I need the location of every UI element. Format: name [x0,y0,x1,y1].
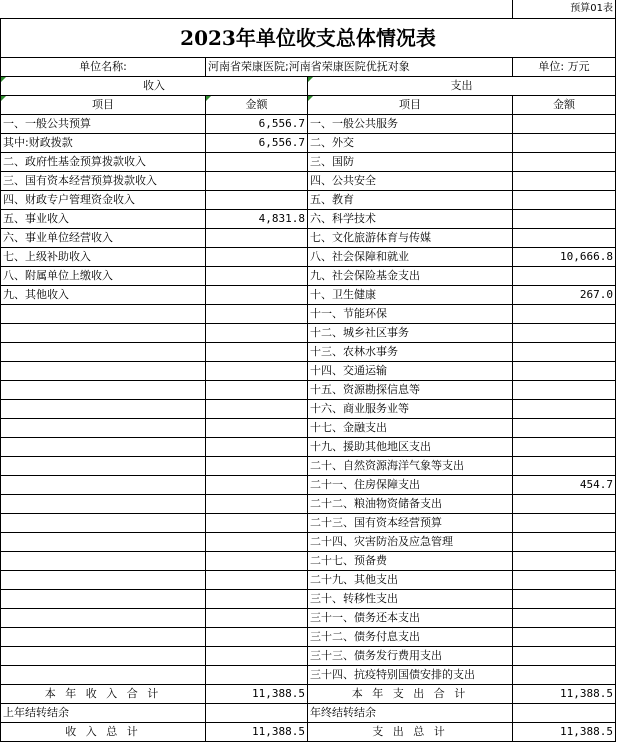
expense-amount-cell [513,514,616,533]
expense-amount-cell [513,571,616,590]
table-row [1,609,616,628]
income-amount-cell [206,419,308,438]
income-year-total-value: 11,388.5 [206,685,308,704]
expense-item-cell: 三十二、债务付息支出 [308,628,513,647]
carry-out-value [513,704,616,723]
income-amount-cell [206,305,308,324]
expense-amount-cell [513,647,616,666]
income-item-cell [1,495,206,514]
income-col-amount: 金额 [206,96,308,115]
expense-item-cell: 二、外交 [308,134,513,153]
income-item-cell [1,609,206,628]
currency-label: 单位: 万元 [513,58,616,77]
expense-item-cell: 十三、农林水事务 [308,343,513,362]
table-row [1,172,616,191]
income-amount-cell: 6,556.7 [206,134,308,153]
expense-item-cell: 八、社会保障和就业 [308,248,513,267]
expense-amount-cell [513,115,616,134]
expense-amount-cell [513,400,616,419]
expense-item-cell: 一、一般公共服务 [308,115,513,134]
expense-item-cell: 九、社会保险基金支出 [308,267,513,286]
income-amount-cell [206,628,308,647]
income-item-cell [1,419,206,438]
carry-in-value [206,704,308,723]
expense-amount-cell: 267.0 [513,286,616,305]
income-grand-total-label: 收 入 总 计 [1,723,206,742]
expense-amount-cell [513,324,616,343]
expense-amount-cell [513,495,616,514]
expense-amount-cell [513,628,616,647]
income-item-cell: 九、其他收入 [1,286,206,305]
expense-item-cell: 五、教育 [308,191,513,210]
income-amount-cell [206,514,308,533]
income-item-cell [1,628,206,647]
expense-item-cell: 十一、节能环保 [308,305,513,324]
table-row [1,229,616,248]
expense-grand-total-value: 11,388.5 [513,723,616,742]
expense-grand-total-label: 支 出 总 计 [308,723,513,742]
income-amount-cell [206,362,308,381]
income-item-cell [1,552,206,571]
carry-out-label: 年终结转结余 [308,704,513,723]
table-row [1,343,616,362]
expense-item-cell: 六、科学技术 [308,210,513,229]
expense-item-cell: 三、国防 [308,153,513,172]
expense-item-cell: 二十一、住房保障支出 [308,476,513,495]
table-row [1,514,616,533]
expense-item-cell: 二十二、粮油物资储备支出 [308,495,513,514]
income-amount-cell [206,153,308,172]
income-header: 收入 [1,77,308,96]
table-row [1,628,616,647]
expense-item-cell: 三十、转移性支出 [308,590,513,609]
expense-amount-cell [513,609,616,628]
income-item-cell [1,381,206,400]
table-row [1,438,616,457]
income-amount-cell [206,438,308,457]
expense-amount-cell [513,457,616,476]
expense-item-cell: 十四、交通运输 [308,362,513,381]
expense-item-cell: 二十四、灾害防治及应急管理 [308,533,513,552]
income-item-cell: 一、一般公共预算 [1,115,206,134]
expense-amount-cell [513,533,616,552]
expense-item-cell: 十二、城乡社区事务 [308,324,513,343]
income-amount-cell [206,343,308,362]
income-amount-cell [206,457,308,476]
income-amount-cell [206,552,308,571]
income-item-cell [1,324,206,343]
income-item-cell [1,305,206,324]
expense-item-cell: 十七、金融支出 [308,419,513,438]
table-row [1,286,616,305]
income-item-cell [1,533,206,552]
expense-item-cell: 二十三、国有资本经营预算 [308,514,513,533]
income-amount-cell [206,666,308,685]
expense-amount-cell [513,172,616,191]
income-item-cell: 六、事业单位经营收入 [1,229,206,248]
expense-item-cell: 三十一、债务还本支出 [308,609,513,628]
expense-item-cell: 二十、自然资源海洋气象等支出 [308,457,513,476]
expense-item-cell: 四、公共安全 [308,172,513,191]
expense-amount-cell [513,229,616,248]
expense-item-cell: 三十三、债务发行费用支出 [308,647,513,666]
expense-amount-cell [513,267,616,286]
income-amount-cell [206,172,308,191]
expense-header: 支出 [308,77,616,96]
expense-year-total-label: 本 年 支 出 合 计 [308,685,513,704]
expense-amount-cell [513,305,616,324]
income-item-cell [1,514,206,533]
expense-item-cell: 十五、资源勘探信息等 [308,381,513,400]
income-item-cell [1,647,206,666]
expense-amount-cell [513,590,616,609]
table-row [1,134,616,153]
table-row [1,115,616,134]
income-amount-cell [206,571,308,590]
income-amount-cell [206,647,308,666]
table-row [1,647,616,666]
income-amount-cell [206,229,308,248]
income-item-cell: 七、上级补助收入 [1,248,206,267]
income-item-cell [1,571,206,590]
expense-year-total-value: 11,388.5 [513,685,616,704]
income-item-cell [1,457,206,476]
income-item-cell [1,438,206,457]
table-row [1,267,616,286]
income-amount-cell [206,267,308,286]
table-row [1,533,616,552]
carry-in-label: 上年结转结余 [1,704,206,723]
income-amount-cell [206,476,308,495]
income-amount-cell [206,609,308,628]
income-item-cell: 其中:财政拨款 [1,134,206,153]
expense-item-cell: 七、文化旅游体育与传媒 [308,229,513,248]
expense-amount-cell [513,191,616,210]
income-item-cell: 八、附属单位上缴收入 [1,267,206,286]
expense-amount-cell [513,381,616,400]
income-item-cell: 四、财政专户管理资金收入 [1,191,206,210]
unit-name-label: 单位名称: [1,58,206,77]
table-row [1,419,616,438]
expense-item-cell: 十九、援助其他地区支出 [308,438,513,457]
expense-col-item: 项目 [308,96,513,115]
expense-amount-cell [513,419,616,438]
table-row [1,362,616,381]
income-amount-cell [206,533,308,552]
table-row [1,400,616,419]
income-item-cell [1,476,206,495]
table-row [1,552,616,571]
expense-amount-cell [513,362,616,381]
income-amount-cell [206,381,308,400]
expense-item-cell: 三十四、抗疫特别国债安排的支出 [308,666,513,685]
table-row [1,666,616,685]
expense-col-amount: 金额 [513,96,616,115]
expense-item-cell: 二十九、其他支出 [308,571,513,590]
table-row [1,191,616,210]
income-item-cell: 五、事业收入 [1,210,206,229]
income-year-total-label: 本 年 收 入 合 计 [1,685,206,704]
page-title: 2023年单位收支总体情况表 [1,19,616,58]
table-row [1,305,616,324]
unit-name-value: 河南省荣康医院;河南省荣康医院优抚对象 [206,58,513,77]
expense-amount-cell [513,438,616,457]
expense-amount-cell [513,153,616,172]
table-row [1,248,616,267]
expense-item-cell: 二十七、预备费 [308,552,513,571]
table-row [1,495,616,514]
expense-amount-cell: 10,666.8 [513,248,616,267]
income-amount-cell [206,248,308,267]
income-amount-cell [206,324,308,343]
table-row [1,324,616,343]
income-item-cell [1,343,206,362]
table-row [1,571,616,590]
table-row [1,457,616,476]
income-amount-cell: 4,831.8 [206,210,308,229]
income-item-cell [1,666,206,685]
expense-amount-cell [513,134,616,153]
income-item-cell: 三、国有资本经营预算拨款收入 [1,172,206,191]
expense-amount-cell [513,343,616,362]
income-amount-cell: 6,556.7 [206,115,308,134]
income-amount-cell [206,400,308,419]
income-amount-cell [206,286,308,305]
income-item-cell: 二、政府性基金预算拨款收入 [1,153,206,172]
expense-amount-cell [513,666,616,685]
income-item-cell [1,400,206,419]
table-row [1,590,616,609]
income-item-cell [1,362,206,381]
income-grand-total-value: 11,388.5 [206,723,308,742]
expense-item-cell: 十、卫生健康 [308,286,513,305]
expense-amount-cell [513,552,616,571]
table-row [1,381,616,400]
table-row [1,476,616,495]
expense-amount-cell: 454.7 [513,476,616,495]
income-amount-cell [206,495,308,514]
income-amount-cell [206,191,308,210]
income-item-cell [1,590,206,609]
income-col-item: 项目 [1,96,206,115]
income-amount-cell [206,590,308,609]
form-code: 预算01表 [513,0,616,19]
table-row [1,210,616,229]
expense-amount-cell [513,210,616,229]
expense-item-cell: 十六、商业服务业等 [308,400,513,419]
table-row [1,153,616,172]
